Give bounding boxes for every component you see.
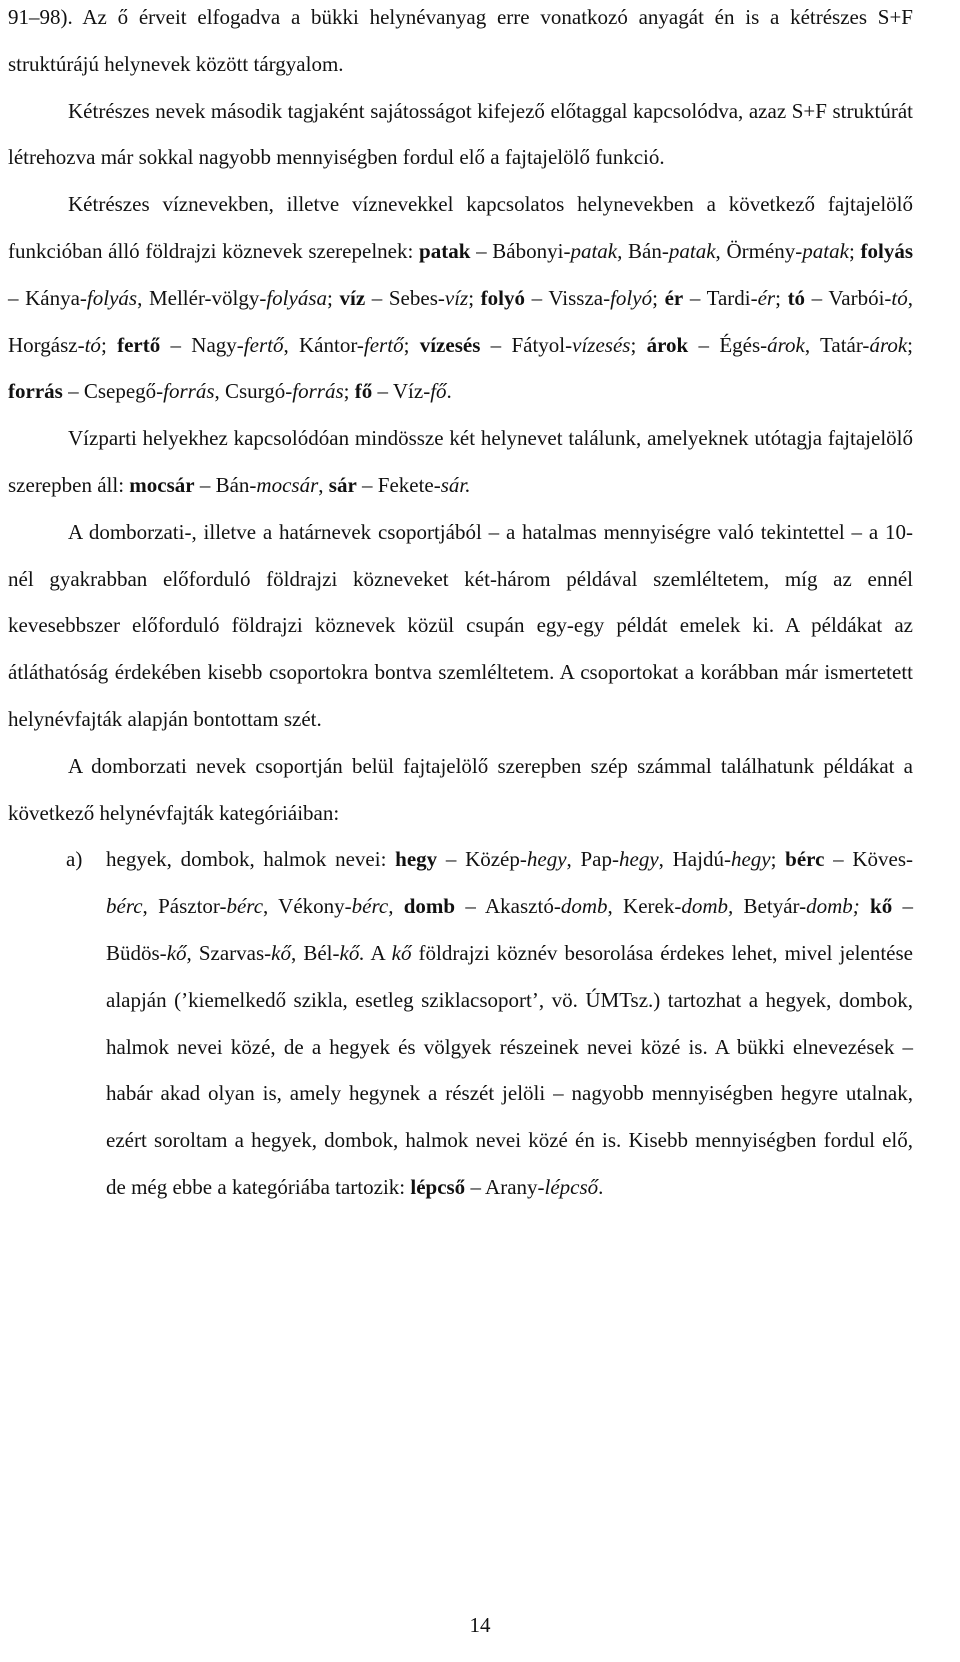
italic-term: tó <box>84 332 101 357</box>
italic-term: patak <box>802 238 849 263</box>
text-run: – Fátyol- <box>480 332 573 357</box>
text-run: ; <box>770 847 786 872</box>
text-run: , Pásztor- <box>142 894 227 919</box>
text-run: , Horgász- <box>8 285 913 357</box>
italic-term: folyó <box>610 285 653 310</box>
bold-term: tó <box>787 285 806 310</box>
italic-term: folyás <box>86 285 138 310</box>
text-run: , Bél- <box>291 940 340 965</box>
bold-term: forrás <box>8 379 63 404</box>
text-run: . <box>446 379 452 404</box>
document-page <box>8 0 913 1211</box>
bold-term: hegy <box>395 847 438 872</box>
italic-term: tó <box>891 285 908 310</box>
italic-term: folyása <box>266 285 328 310</box>
text-run: , Örmény- <box>715 238 803 263</box>
text-run: – Arany- <box>465 1174 545 1199</box>
italic-term: kő. <box>339 940 365 965</box>
text-run: – Közép- <box>437 847 527 872</box>
text-run: ; <box>630 332 647 357</box>
page-number: 14 <box>469 1613 491 1637</box>
text-run: ; <box>848 238 861 263</box>
paragraph <box>8 415 913 509</box>
text-run: , Csurgó- <box>214 379 293 404</box>
italic-term: domb, <box>681 894 734 919</box>
italic-term: árok <box>869 332 908 357</box>
text-run: ; <box>468 285 481 310</box>
text-run: – Sebes- <box>365 285 445 310</box>
italic-term: árok <box>767 332 805 357</box>
text-run: Betyár- <box>733 894 807 919</box>
bold-term: fő <box>354 379 373 404</box>
bold-term: mocsár <box>129 472 195 497</box>
italic-term: domb <box>560 894 608 919</box>
italic-term: hegy <box>619 847 659 872</box>
text-run: – Varbói- <box>805 285 892 310</box>
text-run: A domborzati-, illetve a határnevek csoportjából – a hatalmas mennyiségre való tekintettel – a 10-nél gyakrabban előforduló földrajzi közneveket két-három példával szemléltetem, míg az ennél kevesebbszer előforduló földrajzi köznevek közül csupán egy-egy példát emelek ki. A példákat az átláthatóság érdekében kisebb csoportokra bontva szemléltetem. A csoportokat a korábban már ismertetett helynévfajták alapján bontottam szét. <box>8 519 913 731</box>
text-run: – Köves- <box>824 847 913 872</box>
text-run: 91–98). Az ő érveit elfogadva a bükki helynévanyag erre vonatkozó anyagát én is a kétrészes S+F struktúrájú helynevek között tárgyalom. <box>8 5 913 76</box>
italic-term: mocsár <box>256 472 319 497</box>
text-run: – Víz- <box>372 379 431 404</box>
text-run: , Hajdú- <box>658 847 731 872</box>
list-item <box>8 836 913 1210</box>
text-run: , Kántor- <box>283 332 364 357</box>
text-run: hegyek, dombok, halmok nevei: <box>106 847 396 872</box>
text-run: , Tatár- <box>804 332 870 357</box>
text-run: – Akasztó- <box>455 894 561 919</box>
text-run: – Bán- <box>194 472 257 497</box>
bold-term: bérc <box>785 847 825 872</box>
paragraph <box>8 0 913 88</box>
text-run: – Büdös- <box>106 894 914 965</box>
italic-term: forrás <box>163 379 215 404</box>
text-run: ; <box>775 285 788 310</box>
text-run: ; <box>327 285 340 310</box>
text-run: – Tardi- <box>683 285 758 310</box>
bold-term: árok <box>646 332 689 357</box>
italic-term: patak, <box>570 238 623 263</box>
text-run: – Fekete- <box>356 472 441 497</box>
text-run: ; <box>403 332 420 357</box>
italic-term: patak <box>668 238 716 263</box>
text-run <box>860 894 870 918</box>
text-run: . <box>598 1174 604 1199</box>
text-run: földrajzi köznév besorolása érdekes lehet, mivel jelentése alapján (’kiemelkedő szikla, esetleg sziklacsoport’, vö. ÚMTsz.) tartozhat a hegyek, dombok, halmok nevei közé, de a hegyek és völgyek részeinek nevei közé is. A bükki elnevezések – habár akad olyan is, amely hegynek a részét jelöli – nagyobb mennyiségben hegyre utalnak, ezért soroltam a hegyek, dombok, halmok nevei közé én is. Kisebb mennyiségben fordul elő, de még ebbe a kategóriába tartozik: <box>106 940 913 1199</box>
text-run: , Mellér-völgy- <box>137 285 267 310</box>
text-run: A domborzati nevek csoportján belül fajtajelölő szerepben szép számmal találhatunk példákat a következő helynévfajták kategóriáiban: <box>8 753 913 825</box>
text-run: – Nagy- <box>160 332 244 357</box>
text-run: ; <box>343 379 355 404</box>
text-run: – Vissza- <box>525 285 611 310</box>
bold-term: víz <box>339 285 366 310</box>
list-marker: a) <box>66 847 83 872</box>
bold-term: folyás <box>860 238 913 263</box>
italic-term: domb; <box>806 894 860 919</box>
text-run: Bán- <box>622 238 669 263</box>
italic-term: sár. <box>440 472 471 497</box>
italic-term: hegy <box>730 847 771 872</box>
bold-term: kő <box>870 894 893 919</box>
italic-term: víz <box>444 285 469 310</box>
italic-term: fő <box>430 379 447 404</box>
italic-term: hegy <box>526 847 567 872</box>
bold-term: ér <box>664 285 684 310</box>
text-run: – Csepegő- <box>62 379 164 404</box>
text-run: Kétrészes víznevekben, illetve víznevekkel kapcsolatos helynevekben a következő fajtajelölő funkcióban álló földrajzi köznevek szerepelnek: <box>8 192 913 263</box>
text-run: , Szarvas- <box>186 940 272 965</box>
italic-term: fertő <box>243 332 284 357</box>
italic-term: kő <box>391 940 412 965</box>
italic-term: vízesés <box>572 332 631 357</box>
italic-term: bérc <box>106 894 143 919</box>
text-run: Vízparti helyekhez kapcsolódóan mindössze két helynevet találunk, amelyeknek utótagja fajtajelölő szerepben áll: <box>8 426 913 497</box>
italic-term: fertő <box>363 332 404 357</box>
italic-term: ér <box>757 285 776 310</box>
italic-term: bérc, <box>351 894 394 919</box>
body-text <box>8 0 913 1211</box>
text-run: A <box>364 940 392 965</box>
text-run: , <box>318 472 329 497</box>
text-run: – Égés- <box>688 332 768 357</box>
bold-term: fertő <box>117 332 161 357</box>
italic-term: forrás <box>292 379 344 404</box>
text-run: , Vékony- <box>263 894 352 919</box>
text-run: ; <box>100 332 118 357</box>
italic-term: lépcső <box>544 1174 599 1199</box>
bold-term: vízesés <box>419 332 481 357</box>
text-run <box>393 894 403 918</box>
italic-term: bérc <box>226 894 264 919</box>
text-run: Kétrészes nevek második tagjaként sajátosságot kifejező előtaggal kapcsolódva, azaz S+F struktúrát létrehozva már sokkal nagyobb mennyiségben fordul elő a fajtajelölő funkció. <box>8 98 913 170</box>
text-run: , Pap- <box>566 847 619 872</box>
paragraph <box>8 743 913 837</box>
text-run: – Bábonyi- <box>470 238 571 263</box>
bold-term: patak <box>419 238 471 263</box>
paragraph <box>8 509 913 743</box>
italic-term: kő <box>271 940 291 965</box>
text-run: , Kerek- <box>607 894 682 919</box>
italic-term: kő <box>166 940 187 965</box>
bold-term: domb <box>403 894 456 919</box>
paragraph <box>8 88 913 182</box>
text-run: ; <box>907 332 913 357</box>
paragraph <box>8 181 913 415</box>
bold-term: sár <box>328 472 357 497</box>
bold-term: lépcső <box>410 1174 466 1199</box>
text-run: – Kánya- <box>8 285 87 310</box>
text-run: ; <box>652 285 665 310</box>
bold-term: folyó <box>480 285 525 310</box>
